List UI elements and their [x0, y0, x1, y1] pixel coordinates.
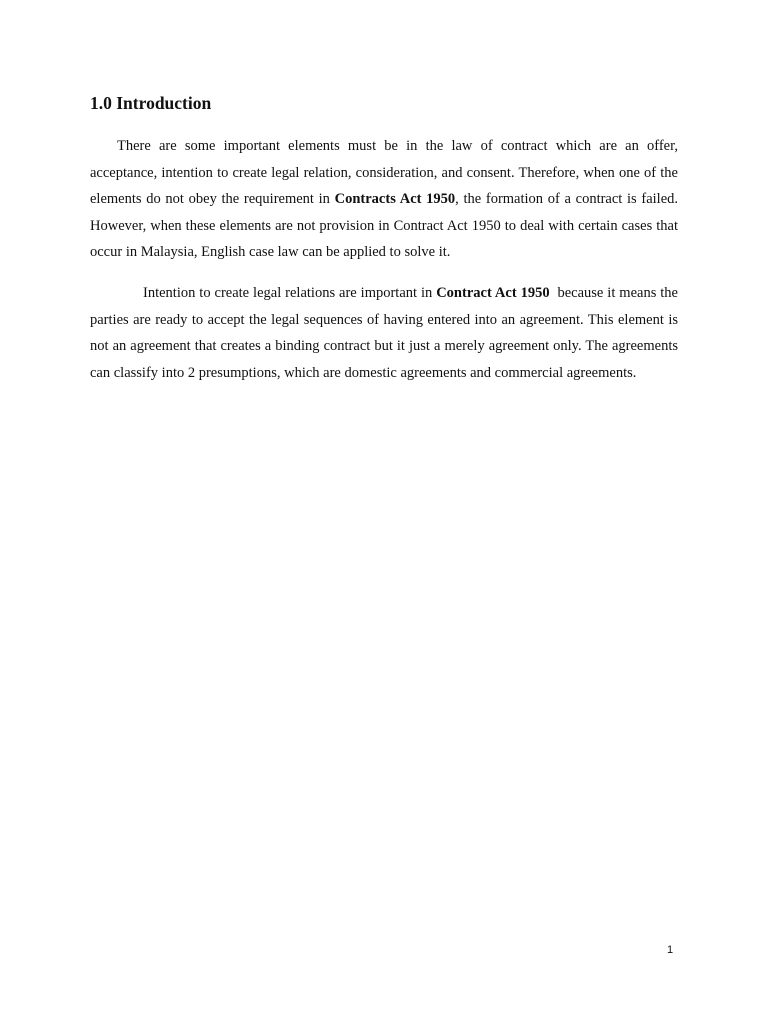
introduction-paragraph-1 [90, 133, 678, 266]
paragraph-2-bold-act-name: Contract Act 1950 [436, 285, 550, 301]
paragraph-1-bold-act-name: Contracts Act 1950 [334, 191, 456, 207]
paragraph-1-text-part-2: , the formation of a contract is failed. However, when these elements are not provision in Contract Act 1950 to deal with certain cases that occur in Malaysia, English case law can be applied to solve it. [90, 191, 679, 260]
introduction-paragraph-2 [90, 280, 682, 386]
section-heading: 1.0 Introduction [90, 93, 212, 113]
paragraph-2-text-part-2: because it means the parties are ready to accept the legal sequences of having entered into an agreement. This element is not an agreement that creates a binding contract but it just a merely agreement only. The agreements can classify into 2 presumptions, which are domestic agreements and commercial agreements. [90, 285, 682, 381]
page-number: 1 [666, 944, 674, 956]
paragraph-2-text-part-1: Intention to create legal relations are important in [143, 285, 437, 301]
paragraph-1-text-part-1: There are some important elements must be in the law of contract which are an offer, acceptance, intention to create legal relation, consideration, and consent. Therefore, when one of the elements do not obey the requirement in [90, 138, 678, 207]
